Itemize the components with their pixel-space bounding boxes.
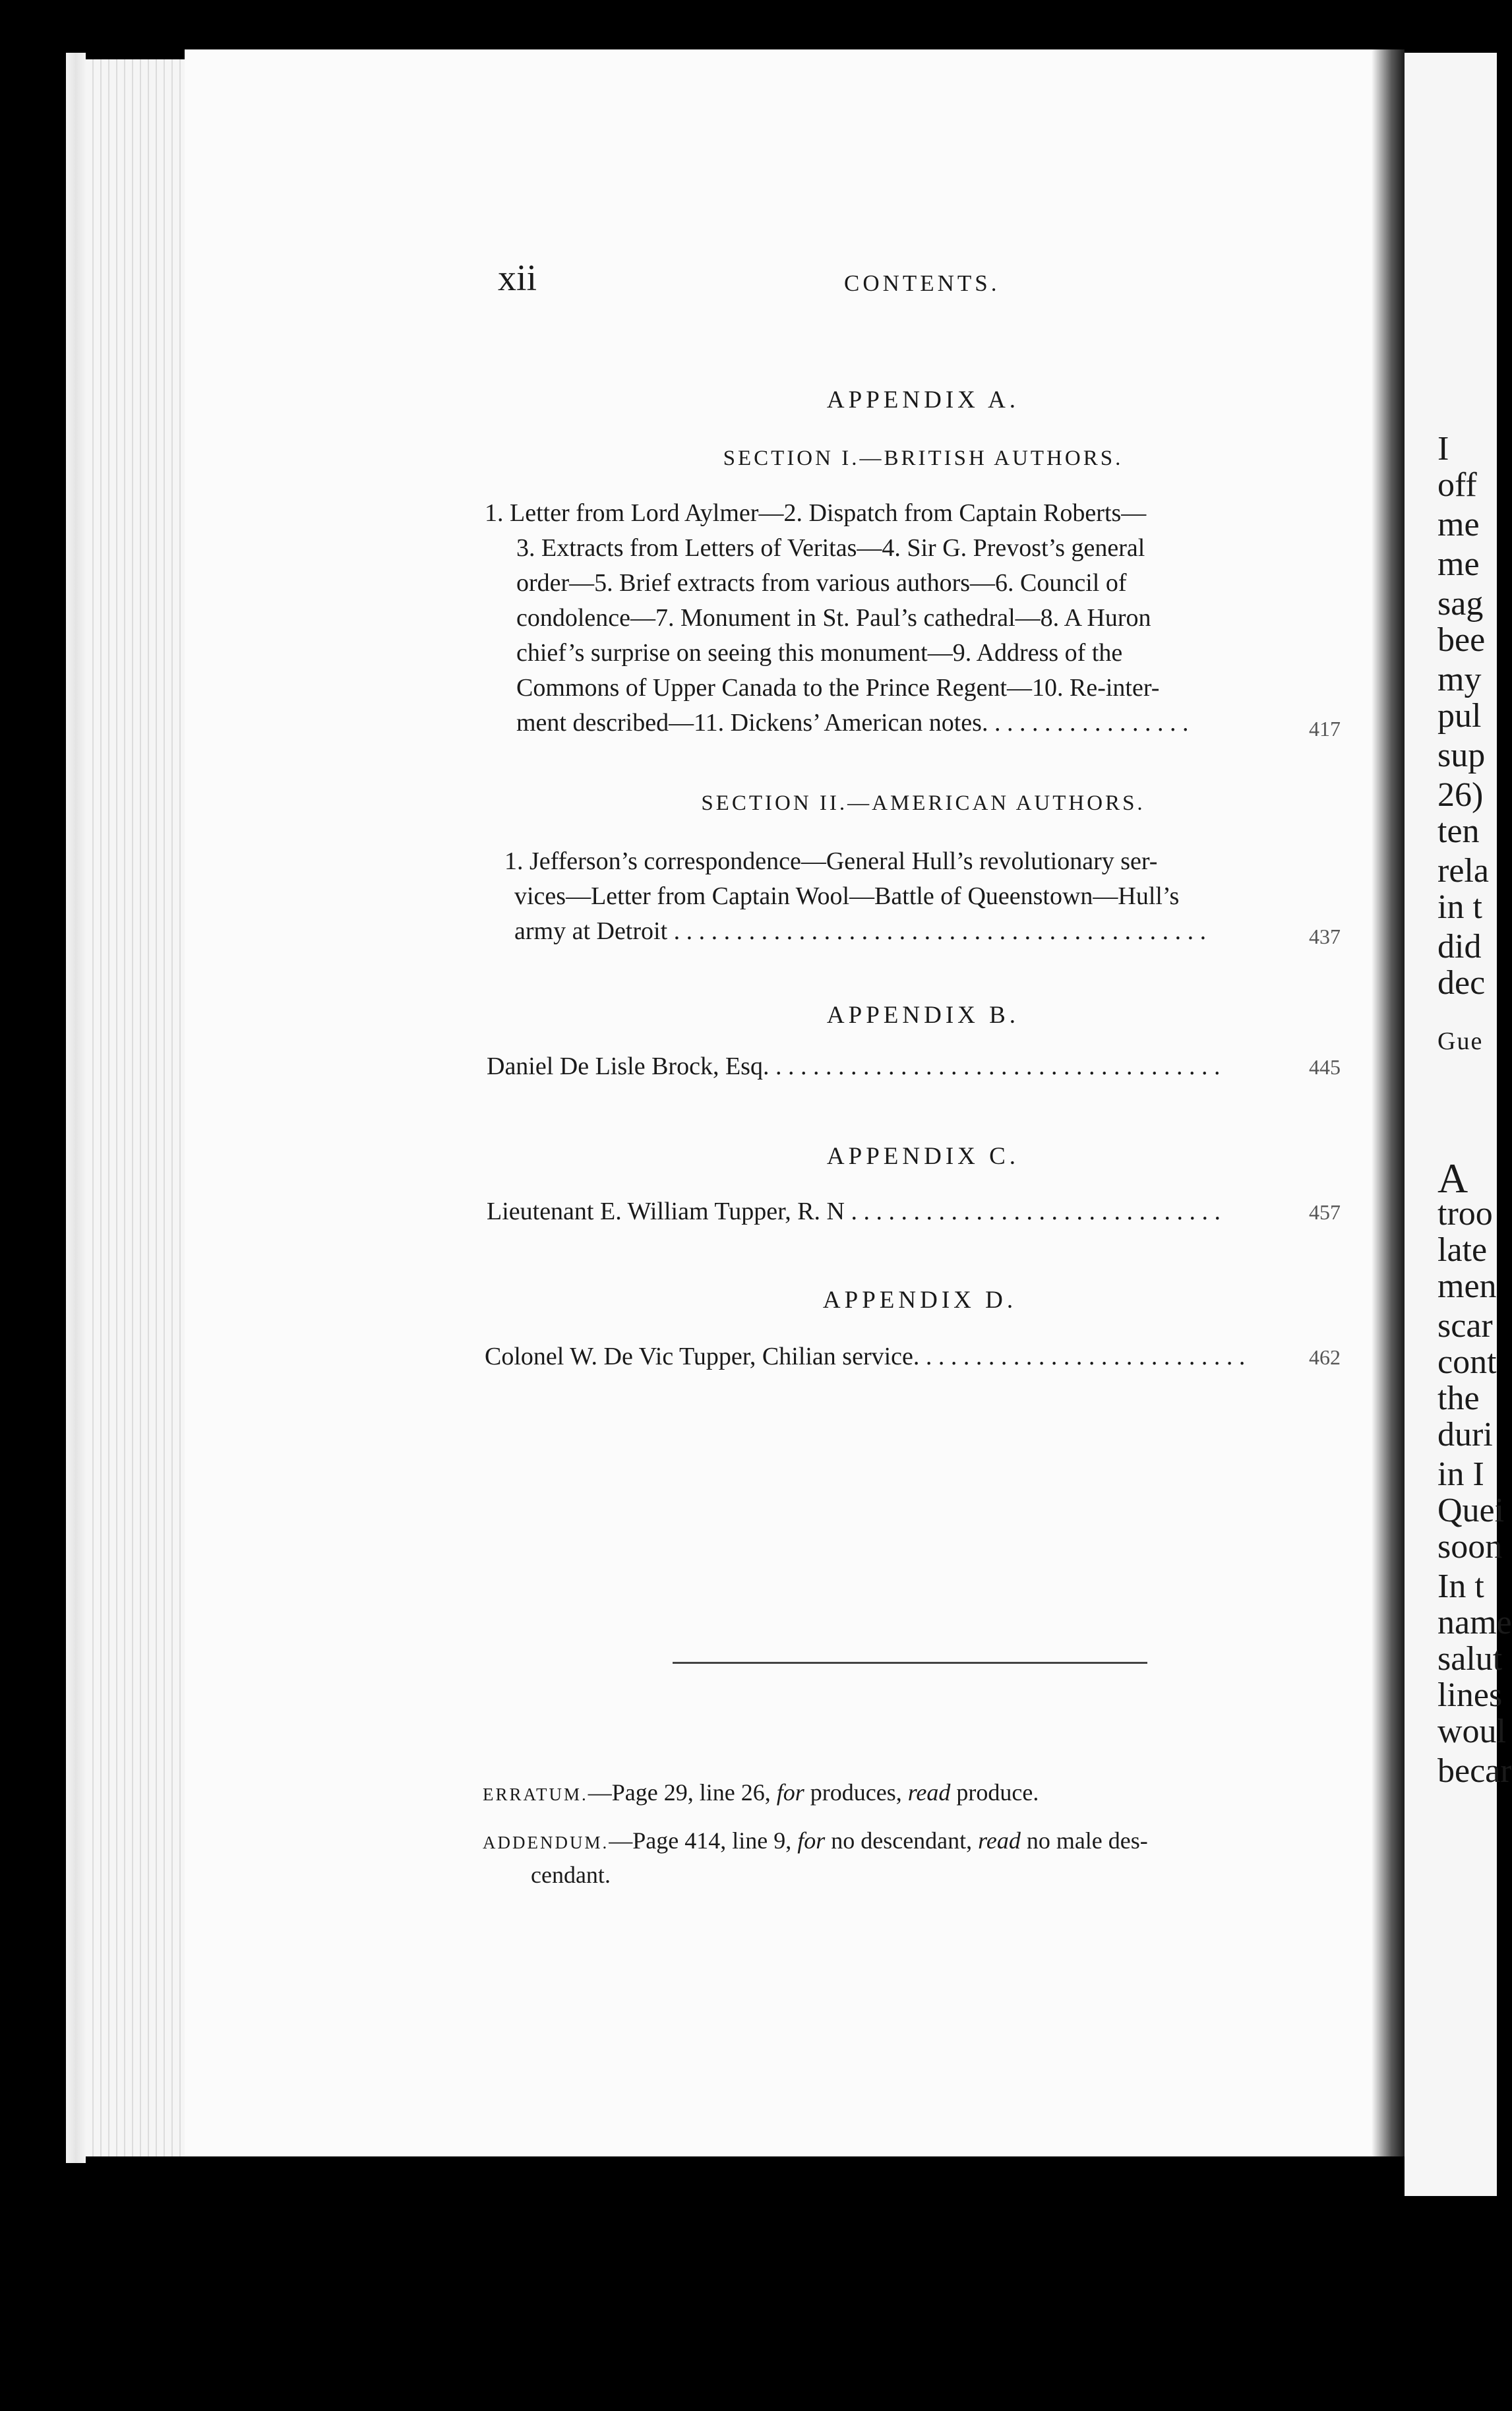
entry-line: condolence—7. Monument in St. Paul’s cathedral—8. A Huron [516,604,1151,632]
erratum-label: ERRATUM. [483,1785,588,1804]
facing-page-line: me [1437,506,1480,543]
facing-page-line: sup [1437,737,1486,774]
appendix-d-heading: APPENDIX D. [822,1287,1017,1314]
entry-line: vices—Letter from Captain Wool—Battle of Queenstown—Hull’s [514,882,1180,910]
appendix-d-page: 462 [1309,1345,1341,1369]
facing-page-line: woul [1437,1713,1506,1750]
facing-page-line: I [1437,430,1449,468]
facing-page-line: 26) [1437,776,1484,814]
facing-page-line: off [1437,466,1477,504]
facing-page-line: did [1437,928,1482,965]
appendix-b-entry: Daniel De Lisle Brock, Esq. . . . . . . . . . . . . . . . . . . . . . . . . . . . . . . . . . . . . [487,1053,1221,1080]
facing-page-line: men [1437,1267,1497,1305]
facing-page-line: the [1437,1380,1480,1417]
facing-page-line: ten [1437,812,1480,850]
facing-page-line: soon [1437,1528,1503,1566]
facing-page-line: In t [1437,1568,1484,1605]
divider-rule [673,1662,1147,1664]
section-1-page: 417 [1309,717,1341,741]
appendix-a-heading: APPENDIX A. [826,386,1020,413]
facing-page-line: lines [1437,1676,1503,1714]
addendum-continuation: cendant. [531,1862,611,1888]
entry-line: army at Detroit . . . . . . . . . . . . . . . . . . . . . . . . . . . . . . . . . . . . . . . . . . . [514,917,1207,945]
erratum-note [483,1779,1039,1806]
appendix-c-entry: Lieutenant E. William Tupper, R. N . . . . . . . . . . . . . . . . . . . . . . . . . . . . . . [487,1198,1221,1225]
erratum-text: produce. [950,1779,1039,1806]
section-1-entry [485,496,1188,741]
facing-page-line: my [1437,661,1482,698]
page-number: xii [498,258,537,299]
facing-page-line: salut [1437,1640,1503,1678]
facing-page-line: in I [1437,1455,1484,1493]
book-spine [1372,49,1405,2156]
section-2-heading: SECTION II.—AMERICAN AUTHORS. [701,791,1145,815]
page-edges [86,59,185,2156]
facing-page-line: Quei [1437,1492,1505,1529]
entry-line: Commons of Upper Canada to the Prince Regent—10. Re-inter- [516,674,1160,702]
addendum-text: no descendant, [825,1827,979,1854]
addendum-note [483,1827,1148,1854]
facing-page-line: scar [1437,1307,1493,1345]
appendix-b-page: 445 [1309,1055,1341,1079]
facing-page-line: dec [1437,964,1486,1002]
addendum-text: no male des- [1020,1827,1148,1854]
facing-page-line: cont [1437,1343,1497,1381]
facing-page-line: name [1437,1604,1512,1641]
entry-line: 3. Extracts from Letters of Veritas—4. Sir G. Prevost’s general [516,534,1145,562]
entry-line: ment described—11. Dickens’ American notes. . . . . . . . . . . . . . . . . [516,709,1189,737]
facing-page-line: becar [1437,1752,1512,1790]
section-1-heading: SECTION I.—BRITISH AUTHORS. [723,446,1124,470]
erratum-read: read [907,1779,951,1806]
facing-page-line: sag [1437,585,1484,623]
addendum-text: —Page 414, line 9, [609,1827,798,1854]
facing-page-line: me [1437,545,1480,583]
facing-page-line: rela [1437,852,1489,890]
facing-page-line: duri [1437,1416,1493,1453]
appendix-c-page: 457 [1309,1200,1341,1224]
appendix-d-entry: Colonel W. De Vic Tupper, Chilian service. . . . . . . . . . . . . . . . . . . . . . . . . . . [485,1343,1246,1370]
appendix-b-heading: APPENDIX B. [826,1002,1020,1029]
facing-page-line: pul [1437,697,1482,735]
facing-page-line: troo [1437,1195,1493,1233]
erratum-text: produces, [804,1779,908,1806]
facing-page-line: late [1437,1231,1488,1269]
book-edge [66,53,86,2163]
entry-line: 1. Jefferson’s correspondence—General Hull’s revolutionary ser- [504,847,1158,875]
facing-page-line: bee [1437,621,1486,659]
addendum-read: read [978,1827,1021,1854]
facing-page-line: Gue [1437,1027,1484,1055]
addendum-label: ADDENDUM. [483,1833,609,1852]
facing-page-line: A [1437,1155,1468,1202]
erratum-text: —Page 29, line 26, [588,1779,777,1806]
appendix-c-heading: APPENDIX C. [826,1143,1020,1170]
addendum-for: for [797,1827,826,1854]
entry-line: chief’s surprise on seeing this monument—9. Address of the [516,639,1123,667]
facing-page-line: in t [1437,888,1482,926]
section-2-entry [504,844,1206,949]
facing-page [1405,53,1512,2196]
running-title: CONTENTS. [844,270,1000,296]
entry-line: 1. Letter from Lord Aylmer—2. Dispatch from Captain Roberts— [485,499,1147,527]
entry-line: order—5. Brief extracts from various authors—6. Council of [516,569,1127,597]
section-2-page: 437 [1309,925,1341,948]
erratum-for: for [776,1779,804,1806]
